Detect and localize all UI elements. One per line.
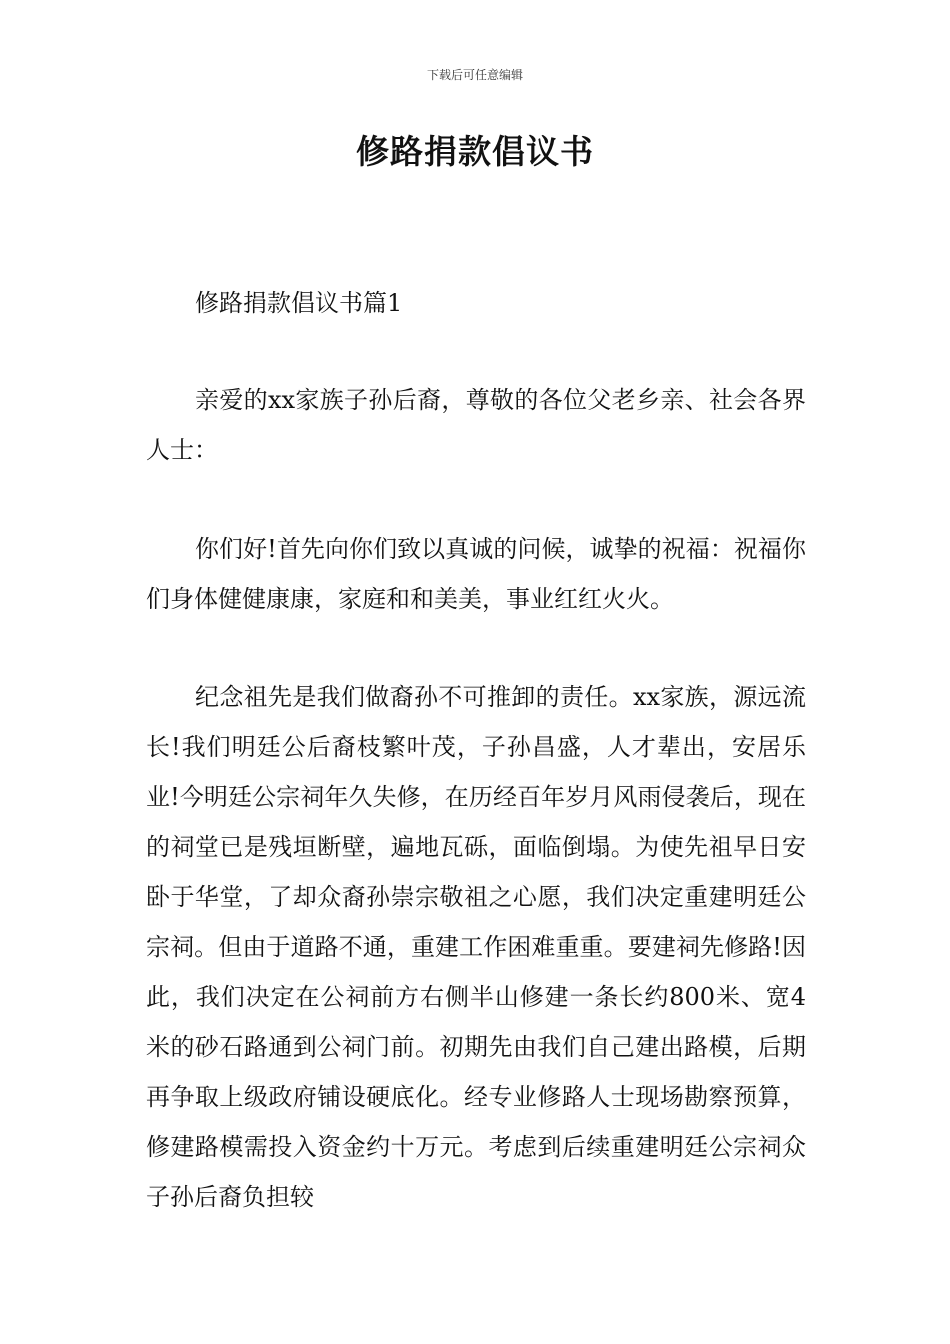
page-header-note: 下载后可任意编辑 [426, 68, 523, 82]
greeting-paragraph: 你们好!首先向你们致以真诚的问候，诚挚的祝福：祝福你们身体健健康康，家庭和和美美，事业红红火火。 [146, 535, 806, 613]
salutation-paragraph: 亲爱的xx家族子孙后裔，尊敬的各位父老乡亲、社会各界人士： [146, 386, 806, 464]
document-title: 修路捐款倡议书 [356, 132, 594, 171]
section-heading: 修路捐款倡议书篇1 [195, 289, 403, 317]
body-paragraph: 纪念祖先是我们做裔孙不可推卸的责任。xx家族，源远流长!我们明廷公后裔枝繁叶茂，子孙昌盛，人才辈出，安居乐业!今明廷公宗祠年久失修，在历经百年岁月风雨侵袭后，现在的祠堂已是残垣断壁，遍地瓦砾，面临倒塌。为使先祖早日安卧于华堂，了却众裔孙崇宗敬祖之心愿，我们决定重建明廷公宗祠。但由于道路不通，重建工作困难重重。要建祠先修路!因此，我们决定在公祠前方右侧半山修建一条长约800米、宽4米的砂石路通到公祠门前。初期先由我们自己建出路模，后期再争取上级政府铺设硬底化。经专业修路人士现场勘察预算，修建路模需投入资金约十万元。考虑到后续重建明廷公宗祠众子孙后裔负担较 [146, 683, 806, 1211]
